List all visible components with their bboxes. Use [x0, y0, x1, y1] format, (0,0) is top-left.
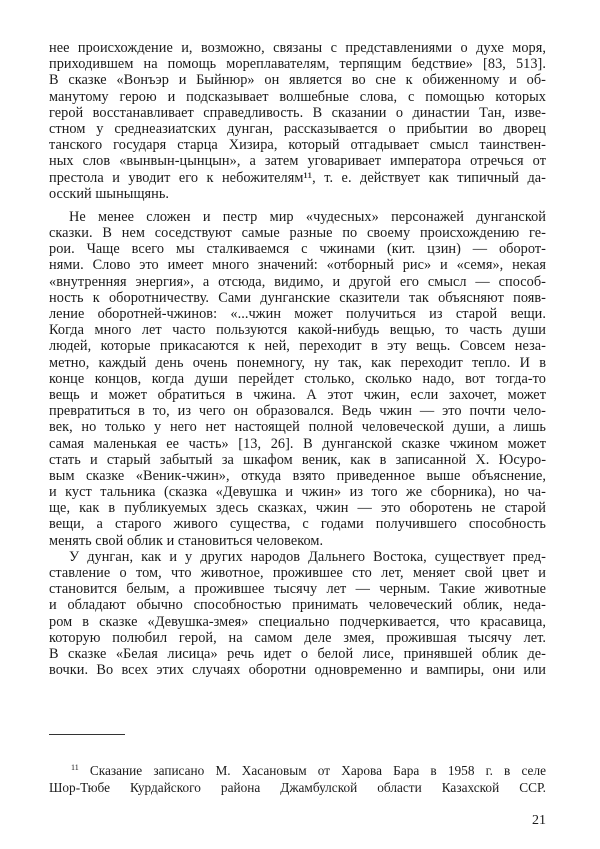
- paragraph: [49, 209, 546, 549]
- text-line: становится белым, а прожившее тысячу лет — черным. Такие животные: [49, 581, 546, 598]
- text-line: вым сказке «Веник-чжин», откуда взято приведенное выше объяснение,: [49, 467, 546, 484]
- text-line: вочки. Во всех этих случаях оборотни одновременно и вампиры, они или: [49, 662, 546, 679]
- text-line: менять свой облик и становиться человеком.: [49, 532, 324, 549]
- text-line: В сказке «Вонъэр и Быйнюр» он является во сне к обиженному и об-: [49, 72, 546, 89]
- text-line: век, но только у него нет настоящей полной человеческой души, а лишь: [49, 419, 546, 436]
- text-line: ще, как в публикуемых здесь сказках, чжин — это оборотень не старой: [49, 500, 546, 517]
- footnote: [49, 762, 546, 796]
- text-line: приходившем на помощь мореплавателям, терпящим бедствие» [83, 513].: [49, 56, 546, 73]
- text-line: осский шыныщянь.: [49, 185, 170, 202]
- text-line: нее происхождение и, возможно, связаны с представлениями о духе моря,: [49, 40, 546, 56]
- text-line: сказки. В нем соседствуют самые разные по своему происхождению ге-: [49, 225, 546, 242]
- text-line: престола и уводит его к небожителям¹¹, т. е. действует как типичный да-: [49, 169, 546, 186]
- page-body: [49, 40, 546, 678]
- text-line: У дунган, как и у других народов Дальнего Востока, существует пред-: [69, 548, 546, 565]
- footnote-divider: [49, 734, 125, 735]
- text-line: рои. Чаще всего мы сталкиваемся с чжинами (кит. цзин) — оборот-: [49, 241, 546, 258]
- text-line: и куст тальника (сказка «Девушка и чжин» из того же сборника), но ча-: [49, 484, 546, 501]
- text-line: В сказке «Белая лисица» речь идет о белой лисе, принявшей облик де-: [49, 645, 546, 662]
- text-line: которую полюбил герой, на самом деле змея, прожившая тысячу лет.: [49, 629, 546, 646]
- text-line: вещь и может обратиться в чжина. А этот чжин, если захочет, может: [49, 386, 546, 403]
- footnote-line: [49, 762, 546, 779]
- paragraph: [49, 549, 546, 679]
- paragraph: [49, 40, 546, 202]
- text-line: манутому герою и подсказывает волшебные слова, с помощью которых: [49, 88, 546, 105]
- text-line: вещи, а старого живого существа, с годами получившего способность: [49, 516, 546, 533]
- text-line: конце концов, когда души перейдет столько, сколько надо, вот тогда-то: [49, 370, 546, 387]
- text-line: нями. Слово это имеет много значений: «отборный рис» и «семя», некая: [49, 257, 546, 274]
- text-line: людей, которые прикасаются к ней, переходит в эту вещь. Совсем неза-: [49, 338, 546, 355]
- footnote-marker: 11: [71, 763, 79, 772]
- text-line: ставление о том, что животное, прожившее сто лет, меняет свой цвет и: [49, 565, 546, 581]
- text-line: ром в сказке «Девушка-змея» специально подчеркивается, что красавица,: [49, 613, 546, 630]
- text-line: танского государя старца Хизира, который отгадывает смысл таинствен-: [49, 137, 546, 154]
- text-line: герой восстанавливает справедливость. В сказании о династии Тан, изве-: [49, 104, 546, 121]
- text-line: и обладают обычно способностью принимать человеческий облик, неда-: [49, 597, 546, 614]
- text-line: метно, каждый день очень понемногу, ну так, как переходит тепло. И в: [49, 354, 546, 371]
- page-number: 21: [532, 813, 546, 828]
- text-line: самая маленькая ее часть» [13, 26]. В дунганской сказке чжином может: [49, 435, 546, 452]
- footnote-text: Сказание записано М. Хасановым от Харова Бара в 1958 г. в селе: [89, 763, 546, 778]
- text-line: ных слов «вынвын-цынцын», а затем уговаривает императора отречься от: [49, 153, 546, 170]
- text-line: ление оборотней-чжинов: «...чжин может получиться из старой вещи.: [49, 306, 546, 322]
- text-line: «внутренняя энергия», а отсюда, видимо, и другой его смысл — способ-: [49, 273, 546, 290]
- text-line: ность к оборотничеству. Сами дунганские сказители так объясняют появ-: [49, 289, 546, 306]
- footnote-line: Шор-Тюбе Курдайского района Джамбулской области Казахской ССР.: [49, 780, 546, 795]
- text-line: стном у среднеазиатских дунган, рассказывается о прибытии во дворец: [49, 120, 546, 137]
- text-line: стать и старый забытый за шкафом веник, как в записанной Х. Юсуро-: [49, 451, 546, 468]
- text-line: Когда много лет часто пользуются какой-нибудь вещью, то часть души: [49, 322, 546, 339]
- text-line: Не менее сложен и пестр мир «чудесных» персонажей дунганской: [69, 208, 546, 225]
- text-line: превратиться в то, из чего он образовался. Ведь чжин — это почти чело-: [49, 403, 546, 420]
